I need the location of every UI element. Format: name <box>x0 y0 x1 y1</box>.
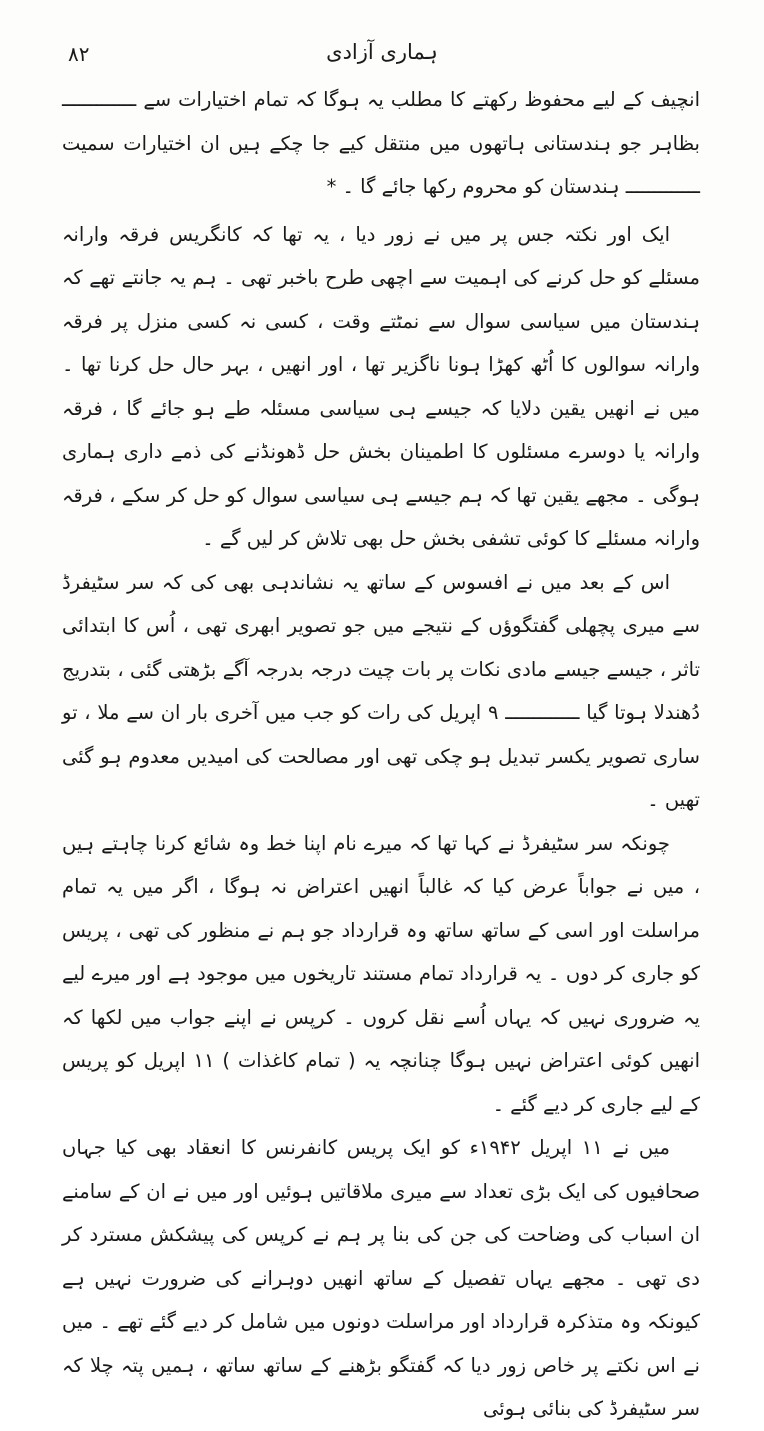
page-number: ۸۲ <box>68 42 90 66</box>
paragraph-4: چونکہ سر سٹیفرڈ نے کہا تھا کہ میرے نام اپنا خط وہ شائع کرنا چاہتے ہیں ، میں نے جواباً عرض کیا کہ غالباً انھیں اعتراض نہ ہوگا ، اگر میں یہ تمام مراسلت اور اسی کے ساتھ ساتھ وہ قرارداد جو ہم نے منظور کی تھی ، پریس کو جاری کر دوں ۔ یہ قرارداد تمام مستند تاریخوں میں موجود ہے اور میرے لیے یہ ضروری نہیں کہ یہاں اُسے نقل کروں ۔ کرپس نے اپنے جواب میں لکھا کہ انھیں کوئی اعتراض نہیں ہوگا چنانچہ یہ ( تمام کاغذات ) ۱۱ اپریل کو پریس کے لیے جاری کر دیے گئے ۔ <box>62 831 700 1116</box>
paragraph-2: ایک اور نکتہ جس پر میں نے زور دیا ، یہ تھا کہ کانگریس فرقہ وارانہ مسئلے کو حل کرنے کی اہمیت سے اچھی طرح باخبر تھی ۔ ہم یہ جانتے تھے کہ ہندستان میں سیاسی سوال سے نمٹتے وقت ، کسی نہ کسی منزل پر فرقہ وارانہ سوالوں کا اُٹھ کھڑا ہونا ناگزیر تھا ، اور انھیں ، بہر حال حل کرنا تھا ۔ میں نے انھیں یقین دلایا کہ جیسے ہی سیاسی مسئلہ طے ہو جائے گا ، فرقہ وارانہ یا دوسرے مسئلوں کا اطمینان بخش حل ڈھونڈنے کی ذمے داری ہماری ہوگی ۔ مجھے یقین تھا کہ ہم جیسے ہی سیاسی سوال کو حل کر سکے ، فرقہ وارانہ مسئلے کا کوئی تشفی بخش حل بھی تلاش کر لیں گے ۔ <box>62 222 700 550</box>
paragraph-1: انچیف کے لیے محفوظ رکھتے کا مطلب یہ ہوگا کہ تمام اختیارات سے ـــــــــــــ بظاہر جو ہندستانی ہاتھوں میں منتقل کیے جا چکے ہیں ان اختیارات سمیت ـــــــــــــ ہندستان کو محروم رکھا جائے گا ۔ * <box>62 88 700 198</box>
page-header <box>60 38 704 72</box>
paragraph-3: اس کے بعد میں نے افسوس کے ساتھ یہ نشاندہی بھی کی کہ سر سٹیفرڈ سے میری پچھلی گفتگوؤں کے نتیجے میں جو تصویر ابھری تھی ، اُس کا ابتدائی تاثر ، جیسے جیسے مادی نکات پر بات چیت درجہ بدرجہ آگے بڑھتی گئی ، بتدریج دُھندلا ہوتا گیا ـــــــــــــ ۹ اپریل کی رات کو جب میں آخری بار ان سے ملا ، تو ساری تصویر یکسر تبدیل ہو چکی تھی اور مصالحت کی امیدیں معدوم ہو گئی تھیں ۔ <box>62 570 700 811</box>
page-body <box>62 78 700 1431</box>
paragraph-5: میں نے ۱۱ اپریل ۱۹۴۲ء کو ایک پریس کانفرنس کا انعقاد بھی کیا جہاں صحافیوں کی ایک بڑی تعداد سے میری ملاقاتیں ہوئیں اور میں نے ان کے سامنے ان اسباب کی وضاحت کی جن کی بنا پر ہم نے کرپس کی پیشکش مسترد کر دی تھی ۔ مجھے یہاں تفصیل کے ساتھ انھیں دوہرانے کی ضرورت نہیں ہے کیونکہ وہ متذکرہ قرارداد اور مراسلت دونوں میں شامل کر دیے گئے تھے ۔ میں نے اس نکتے پر خاص زور دیا کہ گفتگو بڑھنے کے ساتھ ساتھ ، ہمیں پتہ چلا کہ سر سٹیفرڈ کی بنائی ہوئی <box>62 1136 700 1420</box>
running-title: ہماری آزادی <box>326 40 438 64</box>
